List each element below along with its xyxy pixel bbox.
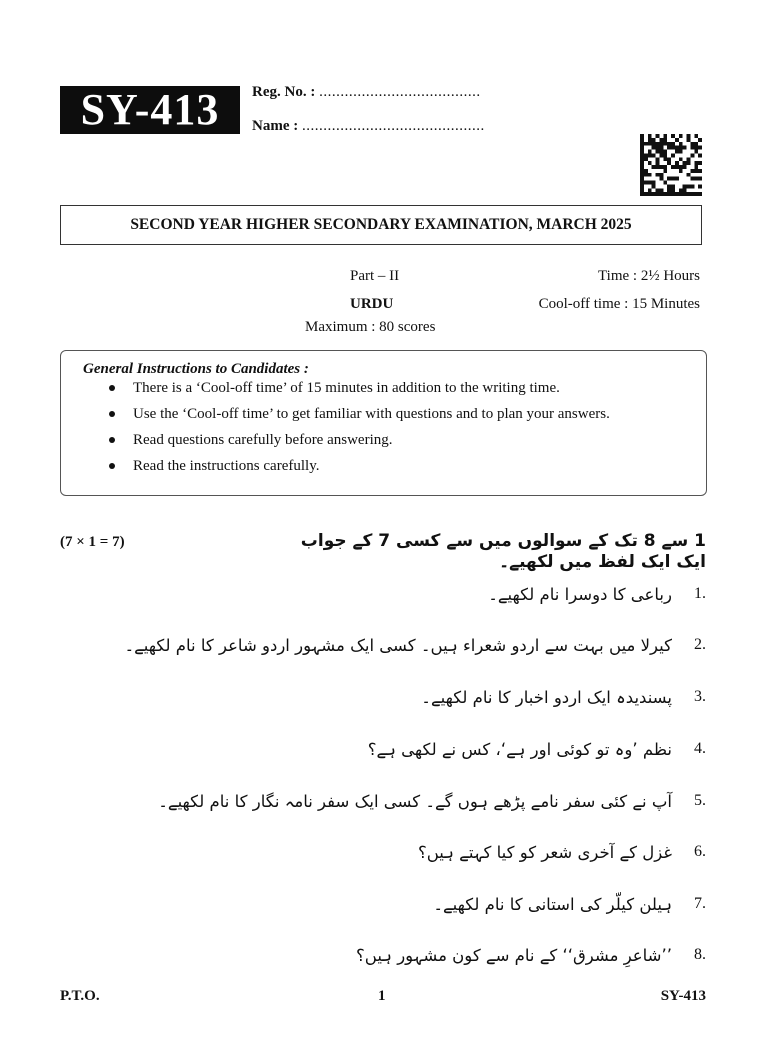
bullet-icon [109,385,115,391]
time-label: Time : 2½ Hours [598,268,700,284]
question-number: 8. [694,946,706,963]
reg-no-blank: ...................................... [319,84,481,100]
instructions-list [99,375,689,479]
reg-no-label: Reg. No. : [252,84,316,100]
part-label: Part – II [350,268,400,284]
question-text: رباعی کا دوسرا نام لکھیے۔ [488,585,672,604]
question-item [146,843,706,873]
question-number: 5. [694,792,706,809]
question-item [146,688,706,718]
instructions-box [60,350,707,496]
cooloff-label: Cool-off time : 15 Minutes [538,296,700,312]
datamatrix-code-icon [640,134,702,196]
page-number: 1 [378,988,386,1004]
section-marks: (7 × 1 = 7) [60,534,125,550]
bullet-icon [109,463,115,469]
exam-title: SECOND YEAR HIGHER SECONDARY EXAMINATION, MARCH 2025 [60,205,702,245]
instruction-item [99,375,689,401]
name-blank: ........................................... [301,118,485,134]
footer-code: SY-413 [660,988,706,1004]
question-text: غزل کے آخری شعر کو کیا کہتے ہیں؟ [417,843,672,862]
name-field [252,118,485,135]
question-item [146,792,706,822]
question-number: 3. [694,688,706,705]
question-item [146,740,706,770]
question-text: ہیلن کیلّر کی استانی کا نام لکھیے۔ [433,895,672,914]
question-item [146,895,706,925]
maximum-scores: Maximum : 80 scores [305,319,436,335]
instruction-item [99,427,689,453]
question-number: 4. [694,740,706,757]
question-text: نظم ’وہ تو کوئی اور ہے‘، کس نے لکھی ہے؟ [367,740,672,759]
instruction-item [99,453,689,479]
name-label: Name : [252,118,299,134]
bullet-icon [109,437,115,443]
bullet-icon [109,411,115,417]
question-number: 6. [694,843,706,860]
question-item [146,585,706,615]
question-item [146,946,706,976]
question-text: ’’شاعرِ مشرق‘‘ کے نام سے کون مشہور ہیں؟ [356,946,672,965]
reg-no-field [252,84,481,101]
question-number: 2. [694,636,706,653]
question-number: 7. [694,895,706,912]
question-text: کیرلا میں بہت سے اردو شعراء ہیں۔ کسی ایک مشہور اردو شاعر کا نام لکھیے۔ [124,636,672,655]
instruction-text: There is a ‘Cool-off time’ of 15 minutes in addition to the writing time. [133,380,560,396]
paper-code: SY-413 [60,86,240,134]
question-item [124,636,706,666]
subject-label: URDU [350,296,394,312]
instruction-item [99,401,689,427]
footer-pto: P.T.O. [60,988,100,1004]
instructions-title: General Instructions to Candidates : [83,361,309,377]
question-text: آپ نے کئی سفر نامے پڑھے ہوں گے۔ کسی ایک سفر نامہ نگار کا نام لکھیے۔ [158,792,672,811]
question-text: پسندیدہ ایک اردو اخبار کا نام لکھیے۔ [421,688,672,707]
question-number: 1. [694,585,706,602]
instruction-text: Read questions carefully before answering. [133,432,393,448]
instruction-text: Use the ‘Cool-off time’ to get familiar with questions and to plan your answers. [133,406,610,422]
section-heading: 1 سے 8 تک کے سوالوں میں سے کسی 7 کے جواب ایک ایک لفظ میں لکھیے۔ [300,531,706,572]
instruction-text: Read the instructions carefully. [133,458,320,474]
